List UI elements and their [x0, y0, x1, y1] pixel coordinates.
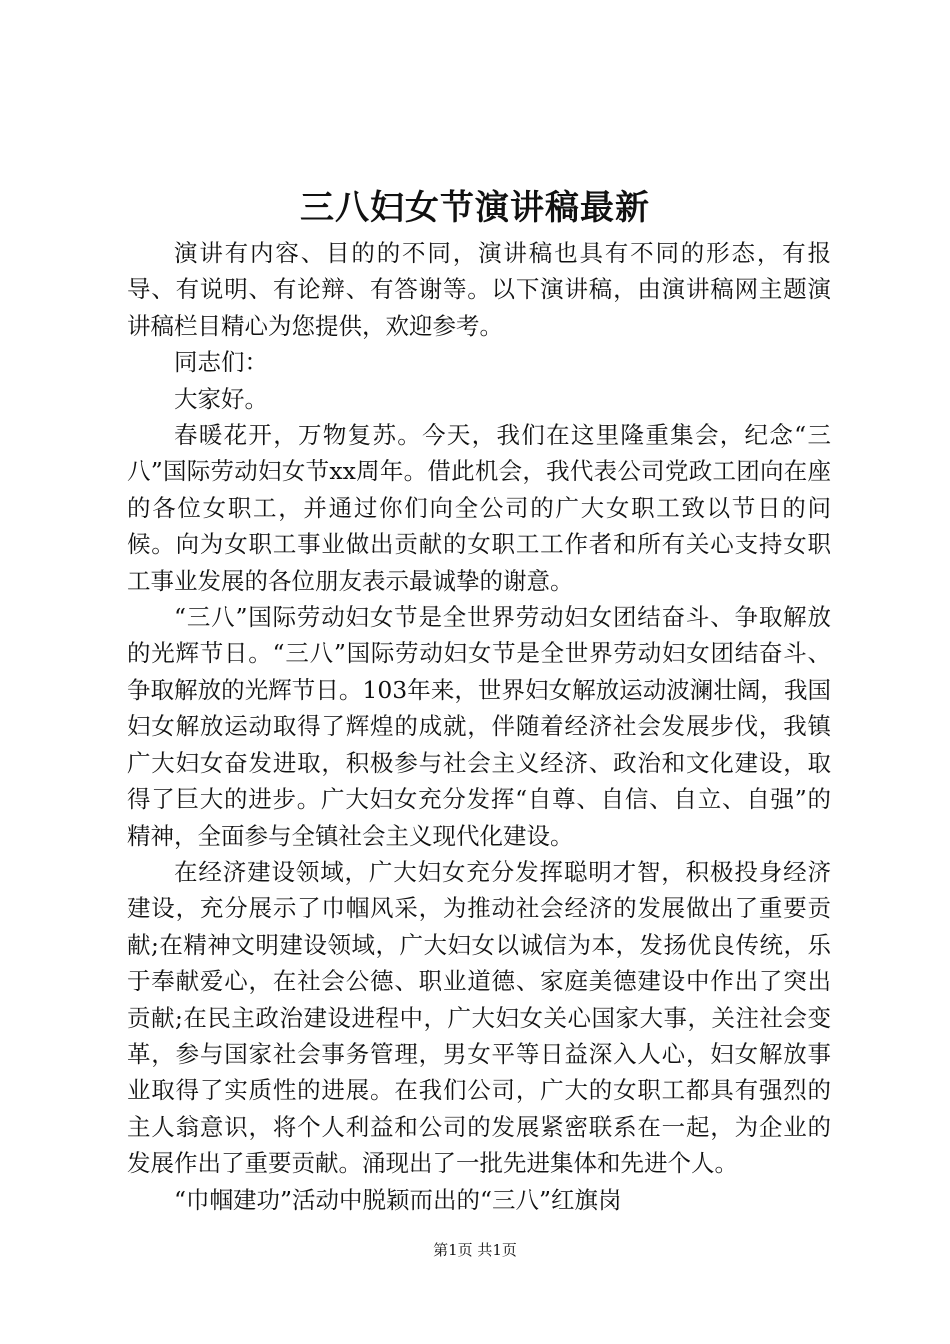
- document-body: [127, 235, 831, 1218]
- paragraph-opening: 春暖花开，万物复苏。今天，我们在这里隆重集会，纪念“三八”国际劳动妇女节xx周年。借此机会，我代表公司党政工团向在座的各位女职工，并通过你们向全公司的广大女职工致以节日的问候。向为女职工事业做出贡献的女职工工作者和所有关心支持女职工事业发展的各位朋友表示最诚挚的谢意。: [127, 421, 831, 595]
- paragraph-contributions: 在经济建设领域，广大妇女充分发挥聪明才智，积极投身经济建设，充分展示了巾帼风采，为推动社会经济的发展做出了重要贡献;在精神文明建设领域，广大妇女以诚信为本，发扬优良传统，乐于奉献爱心，在社会公德、职业道德、家庭美德建设中作出了突出贡献;在民主政治建设进程中，广大妇女关心国家大事，关注社会变革，参与国家社会事务管理，男女平等日益深入人心，妇女解放事业取得了实质性的进展。在我们公司，广大的女职工都具有强烈的主人翁意识，将个人利益和公司的发展紧密联系在一起，为企业的发展作出了重要贡献。涌现出了一批先进集体和先进个人。: [127, 857, 831, 1178]
- paragraph-closing-fragment: “巾帼建功”活动中脱颖而出的“三八”红旗岗: [174, 1185, 622, 1214]
- paragraph-greeting: 大家好。: [174, 384, 268, 413]
- page-footer: 第1页 共1页: [433, 1241, 517, 1259]
- paragraph-salutation: 同志们：: [174, 348, 268, 377]
- paragraph-history: “三八”国际劳动妇女节是全世界劳动妇女团结奋斗、争取解放的光辉节日。“三八”国际劳动妇女节是全世界劳动妇女团结奋斗、争取解放的光辉节日。103年来，世界妇女解放运动波澜壮阔，我国妇女解放运动取得了辉煌的成就，伴随着经济社会发展步伐，我镇广大妇女奋发进取，积极参与社会主义经济、政治和文化建设，取得了巨大的进步。广大妇女充分发挥“自尊、自信、自立、自强”的精神，全面参与全镇社会主义现代化建设。: [127, 603, 831, 850]
- document-title: 三八妇女节演讲稿最新: [300, 188, 650, 228]
- paragraph-intro: 演讲有内容、目的的不同，演讲稿也具有不同的形态，有报导、有说明、有论辩、有答谢等。以下演讲稿，由演讲稿网主题演讲稿栏目精心为您提供，欢迎参考。: [127, 239, 831, 340]
